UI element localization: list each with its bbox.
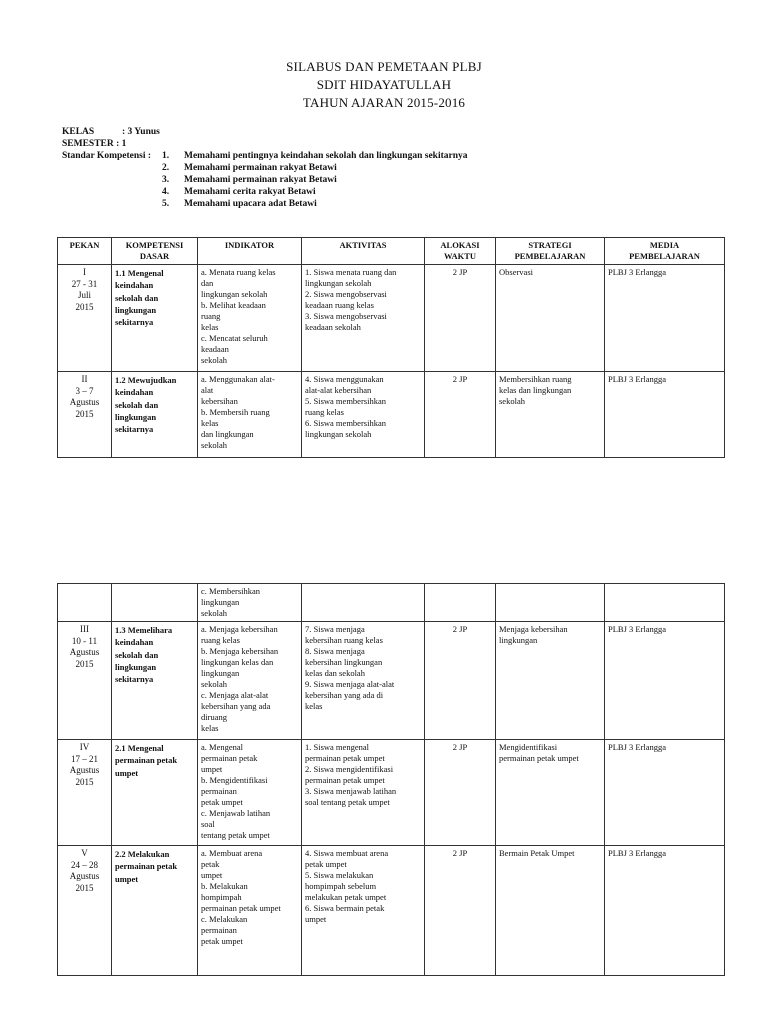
sk-num-4: 4. [162,187,170,197]
indikator-cell: a. Menjaga kebersihan ruang kelas b. Menjaga kebersihan lingkungan kelas dan lingkungan sekolah c. Menjaga alat-alat kebersihan yang ada diruang kelas [198,622,302,740]
pekan-cell [58,584,112,622]
header-kompetensi: KOMPETENSI DASAR [112,238,198,265]
strategi-cell [496,584,605,622]
header-strategi: STRATEGI PEMBELAJARAN [496,238,605,265]
alokasi-cell: 2 JP [425,622,496,740]
title-line-2: SDIT HIDAYATULLAH [316,77,452,92]
header-aktivitas: AKTIVITAS [302,238,425,265]
indikator-cell: a. Menata ruang kelas dan lingkungan sekolah b. Melihat keadaan ruang kelas c. Mencatat seluruh keadaan sekolah [198,265,302,372]
document-title-block [0,58,768,112]
kompetensi-cell: 2.2 Melakukan permainan petak umpet [112,846,198,976]
alokasi-cell: 2 JP [425,372,496,458]
sk-num-1: 1. [162,151,170,161]
table-row [58,372,725,458]
header-pekan: PEKAN [58,238,112,265]
sk-text-5: Memahami upacara adat Betawi [184,199,317,209]
media-cell: PLBJ 3 Erlangga [605,372,725,458]
aktivitas-cell: 1. Siswa menata ruang dan lingkungan sekolah 2. Siswa mengobservasi keadaan ruang kelas 3. Siswa mengobservasi keadaan sekolah [302,265,425,372]
alokasi-cell: 2 JP [425,265,496,372]
sk-text-2: Memahami permainan rakyat Betawi [184,163,337,173]
strategi-cell: Observasi [496,265,605,372]
pekan-cell: III 10 - 11 Agustus 2015 [58,622,112,740]
pekan-cell: I 27 - 31 Juli 2015 [58,265,112,372]
indikator-cell: a. Mengenal permainan petak umpet b. Mengidentifikasi permainan petak umpet c. Menjawab latihan soal tentang petak umpet [198,740,302,846]
title-line-1: SILABUS DAN PEMETAAN PLBJ [286,59,482,74]
sk-text-3: Memahami permainan rakyat Betawi [184,175,337,185]
aktivitas-cell [302,584,425,622]
kelas-label: KELAS [62,127,95,137]
media-cell: PLBJ 3 Erlangga [605,622,725,740]
indikator-cell: a. Membuat arena petak umpet b. Melakukan hompimpah permainan petak umpet c. Melakukan permainan petak umpet [198,846,302,976]
strategi-cell: Bermain Petak Umpet [496,846,605,976]
table-row [58,265,725,372]
sk-label: Standar Kompetensi : [62,151,152,161]
sk-text-4: Memahami cerita rakyat Betawi [184,187,316,197]
strategi-cell: Mengidentifikasi permainan petak umpet [496,740,605,846]
kompetensi-cell: 1.2 Mewujudkan keindahan sekolah dan lingkungan sekitarnya [112,372,198,458]
aktivitas-cell: 4. Siswa membuat arena petak umpet 5. Siswa melakukan hompimpah sebelum melakukan petak umpet 6. Siswa bermain petak umpet [302,846,425,976]
pekan-cell: V 24 – 28 Agustus 2015 [58,846,112,976]
kompetensi-cell: 2.1 Mengenal permainan petak umpet [112,740,198,846]
semester-label: SEMESTER : 1 [62,139,127,149]
header-media: MEDIA PEMBELAJARAN [605,238,725,265]
strategi-cell: Membersihkan ruang kelas dan lingkungan sekolah [496,372,605,458]
table-row [58,740,725,846]
syllabus-table-page-1 [57,237,725,458]
strategi-cell: Menjaga kebersihan lingkungan [496,622,605,740]
pekan-cell: II 3 – 7 Agustus 2015 [58,372,112,458]
alokasi-cell: 2 JP [425,846,496,976]
table-header-row [58,238,725,265]
aktivitas-cell: 7. Siswa menjaga kebersihan ruang kelas 8. Siswa menjaga kebersihan lingkungan kelas dan sekolah 9. Siswa menjaga alat-alat kebersihan yang ada di kelas [302,622,425,740]
media-cell [605,584,725,622]
kompetensi-cell: 1.1 Mengenal keindahan sekolah dan lingkungan sekitarnya [112,265,198,372]
table-row [58,846,725,976]
sk-num-5: 5. [162,199,170,209]
aktivitas-cell: 4. Siswa menggunakan alat-alat kebersihan 5. Siswa membersihkan ruang kelas 6. Siswa membersihkan lingkungan sekolah [302,372,425,458]
table-row [58,584,725,622]
aktivitas-cell: 1. Siswa mengenal permainan petak umpet 2. Siswa mengidentifikasi permainan petak umpet 3. Siswa menjawab latihan soal tentang petak umpet [302,740,425,846]
header-alokasi: ALOKASI WAKTU [425,238,496,265]
kompetensi-cell [112,584,198,622]
alokasi-cell [425,584,496,622]
sk-num-2: 2. [162,163,170,173]
header-indikator: INDIKATOR [198,238,302,265]
media-cell: PLBJ 3 Erlangga [605,740,725,846]
sk-num-3: 3. [162,175,170,185]
syllabus-table-page-2 [57,583,725,976]
kelas-value: : 3 Yunus [122,127,160,137]
indikator-cell: a. Menggunakan alat- alat kebersihan b. Membersih ruang kelas dan lingkungan sekolah [198,372,302,458]
media-cell: PLBJ 3 Erlangga [605,265,725,372]
sk-text-1: Memahami pentingnya keindahan sekolah dan lingkungan sekitarnya [184,151,468,161]
alokasi-cell: 2 JP [425,740,496,846]
kompetensi-cell: 1.3 Memelihara keindahan sekolah dan lingkungan sekitarnya [112,622,198,740]
table-row [58,622,725,740]
title-line-3: TAHUN AJARAN 2015-2016 [302,95,466,110]
pekan-cell: IV 17 – 21 Agustus 2015 [58,740,112,846]
media-cell: PLBJ 3 Erlangga [605,846,725,976]
indikator-cell: c. Membersihkan lingkungan sekolah [198,584,302,622]
